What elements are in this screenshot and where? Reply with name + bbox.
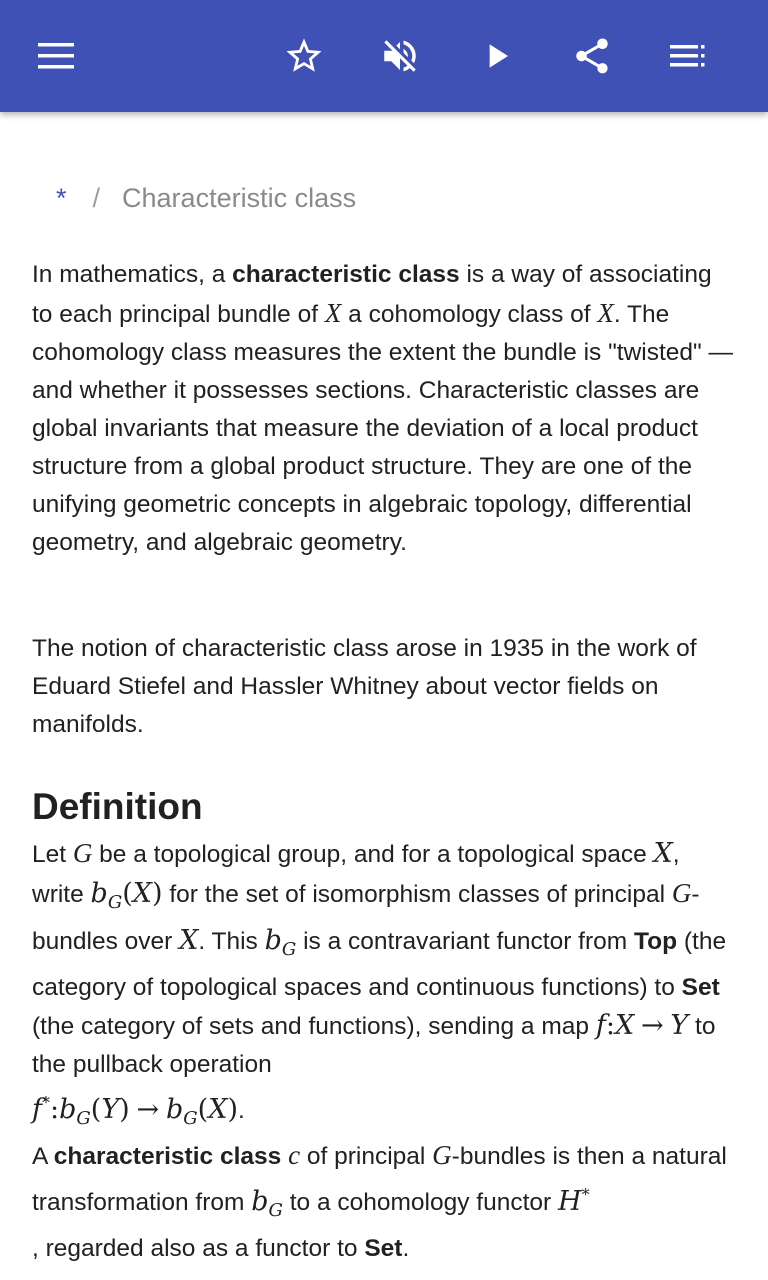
- definition-text: (the category of sets and functions), sending a map: [32, 1013, 596, 1040]
- math-variable: Y: [670, 1010, 689, 1041]
- category-set: Set: [681, 974, 720, 1001]
- intro-text: is a way of associating to each principal bundle of: [32, 261, 712, 328]
- math-superscript: *: [42, 1093, 50, 1112]
- play-icon: [478, 36, 518, 76]
- math-variable: X: [597, 298, 614, 328]
- cc-text: to a cohomology functor: [282, 1189, 559, 1216]
- math-variable: X: [324, 298, 342, 328]
- math-variable: G: [671, 878, 692, 908]
- menu-button[interactable]: [28, 28, 84, 84]
- math-subscript: G: [107, 892, 123, 913]
- math-variable: X: [132, 878, 153, 909]
- cc-text: A: [32, 1143, 54, 1170]
- math-variable: b: [165, 1094, 184, 1125]
- intro-text: a cohomology class of: [341, 301, 598, 328]
- math-variable: G: [432, 1140, 452, 1170]
- definition-paragraph: [32, 834, 738, 1138]
- play-button[interactable]: [470, 28, 526, 84]
- math-variable: Y: [101, 1094, 120, 1125]
- contents-button[interactable]: [660, 28, 716, 84]
- cc-text: , regarded also as a functor to: [32, 1235, 365, 1262]
- math-operator: (: [122, 878, 133, 909]
- math-variable: X: [208, 1094, 228, 1125]
- mute-button[interactable]: [372, 28, 428, 84]
- star-outline-icon: [283, 35, 325, 77]
- cc-text: -bundles is then a natural transformation from: [32, 1143, 727, 1216]
- intro-paragraph: [32, 256, 738, 562]
- definition-text: for the set of isomorphism classes of principal: [162, 881, 672, 908]
- definition-text: to the pullback operation: [32, 1013, 716, 1078]
- favorite-button[interactable]: [276, 28, 332, 84]
- app-bar: [0, 0, 768, 112]
- math-operator: (: [197, 1094, 209, 1125]
- share-icon: [571, 35, 613, 77]
- math-operator: →: [640, 1010, 664, 1041]
- definition-text: -bundles over: [32, 881, 700, 955]
- definition-text: (the category of topological spaces and continuous functions) to: [32, 928, 727, 1001]
- cc-text: .: [402, 1235, 410, 1262]
- math-variable: X: [179, 925, 199, 956]
- math-variable: G: [72, 838, 93, 868]
- cc-text: of principal: [300, 1143, 433, 1170]
- math-variable: f: [32, 1094, 42, 1125]
- math-variable: c: [288, 1140, 301, 1170]
- definition-text: , write: [32, 841, 680, 908]
- breadcrumb-home-link[interactable]: *: [56, 183, 67, 213]
- history-paragraph: The notion of characteristic class arose in 1935 in the work of Eduard Stiefel and Hassler Whitney about vector fields on manifolds.: [32, 635, 697, 738]
- definition-text: Let: [32, 841, 73, 868]
- definition-text: . This: [198, 928, 265, 955]
- math-operator: (: [90, 1094, 102, 1125]
- intro-term: characteristic class: [232, 261, 460, 288]
- breadcrumb-separator: /: [92, 183, 101, 213]
- math-variable: b: [264, 925, 282, 956]
- definition-text: is a contravariant functor from: [296, 928, 634, 955]
- math-variable: H: [558, 1186, 582, 1217]
- math-subscript: G: [268, 1200, 283, 1221]
- math-operator: →: [136, 1094, 160, 1125]
- hamburger-menu-icon: [36, 36, 76, 76]
- math-operator: :: [50, 1094, 60, 1125]
- math-operator: ): [152, 878, 163, 909]
- definition-text: be a topological group, and for a topological space: [92, 841, 654, 868]
- math-variable: f: [595, 1010, 606, 1041]
- share-button[interactable]: [564, 28, 620, 84]
- intro-text: In mathematics, a: [32, 261, 233, 288]
- category-set: Set: [364, 1235, 403, 1262]
- math-variable: b: [59, 1094, 77, 1125]
- math-operator: ): [227, 1094, 238, 1125]
- math-superscript: *: [581, 1185, 590, 1204]
- math-variable: X: [653, 838, 673, 869]
- breadcrumb-current: Characteristic class: [122, 183, 357, 213]
- math-variable: b: [251, 1186, 269, 1217]
- intro-text: . The cohomology class measures the extent the bundle is "twisted" — and whether it possesses sections. Characteristic classes are global invariants that measure the deviation of a local product structure from a global product structure. They are one of the unifying geometric concepts in algebraic topology, differential geometry, and algebraic geometry.: [32, 301, 734, 556]
- math-subscript: G: [281, 939, 297, 960]
- table-of-contents-icon: [668, 36, 708, 76]
- cc-term: characteristic class: [53, 1143, 282, 1170]
- math-operator: ): [119, 1094, 130, 1125]
- definition-heading: Definition: [32, 786, 203, 827]
- math-variable: X: [614, 1010, 635, 1041]
- breadcrumb: [56, 182, 356, 214]
- math-subscript: G: [183, 1108, 198, 1129]
- math-variable: b: [90, 878, 108, 909]
- definition-text: .: [237, 1097, 245, 1124]
- characteristic-class-paragraph: [32, 1136, 738, 1268]
- category-top: Top: [634, 928, 678, 955]
- volume-off-icon: [379, 35, 421, 77]
- math-operator: :: [605, 1010, 615, 1041]
- math-subscript: G: [76, 1108, 91, 1129]
